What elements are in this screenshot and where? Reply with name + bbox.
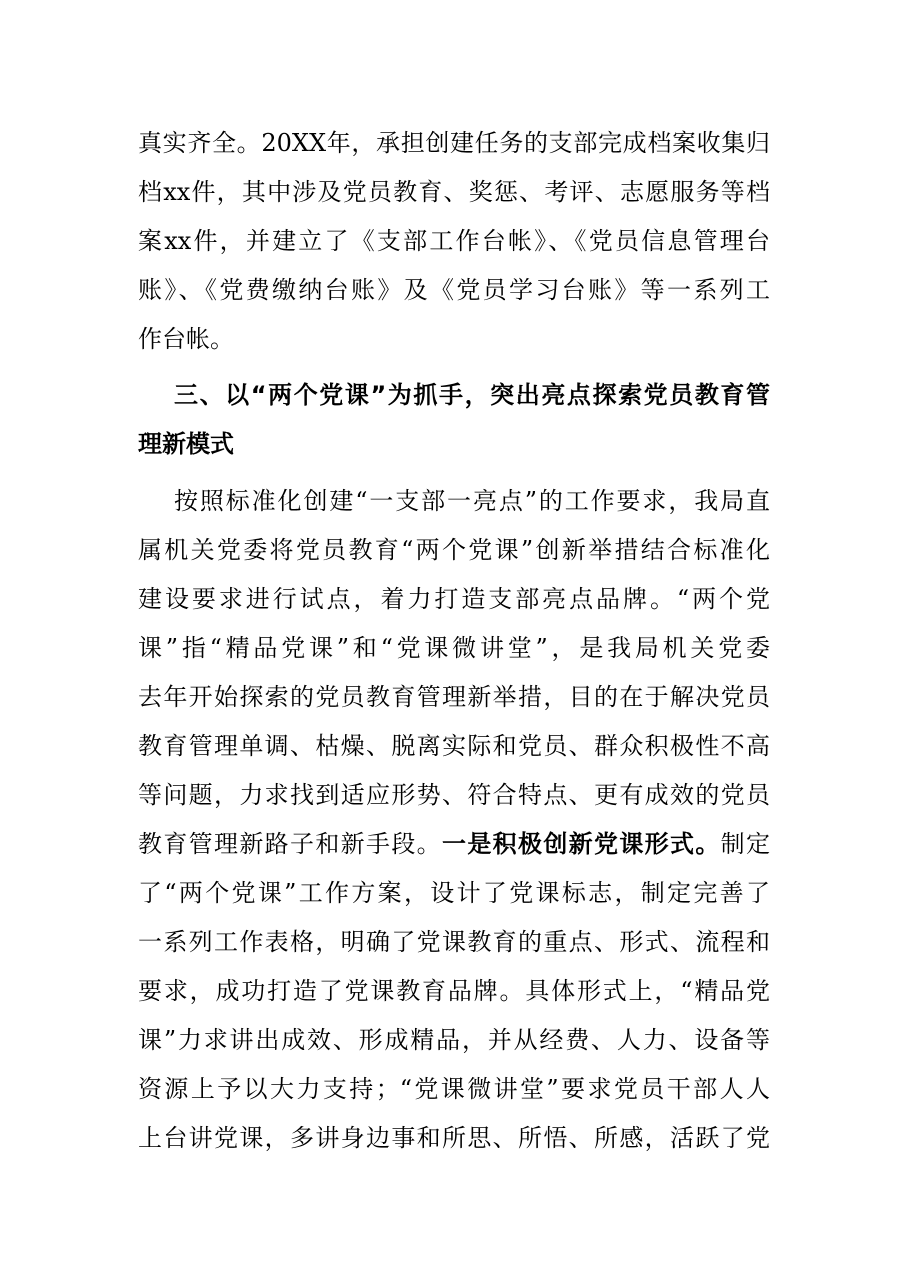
text-line: 档xx件，其中涉及党员教育、奖惩、考评、志愿服务等档 [138, 178, 770, 206]
text-line: 按照标准化创建“一支部一亮点”的工作要求，我局直 [174, 487, 770, 515]
heading-line: 三、以“两个党课”为抓手，突出亮点探索党员教育管 [174, 381, 770, 409]
heading-line: 理新模式 [138, 430, 234, 458]
text-line: 一系列工作表格，明确了党课教育的重点、形式、流程和 [138, 928, 770, 956]
text-segment: 制定 [720, 830, 771, 858]
text-line: 建设要求进行试点，着力打造支部亮点品牌。“两个党 [138, 585, 770, 613]
text-line: 等问题，力求找到适应形势、符合特点、更有成效的党员 [138, 781, 770, 809]
text-line: 课”指“精品党课”和“党课微讲堂”，是我局机关党委 [138, 634, 770, 662]
text-line: 属机关党委将党员教育“两个党课”创新举措结合标准化 [138, 536, 770, 564]
text-line: 了“两个党课”工作方案，设计了党课标志，制定完善了 [138, 879, 770, 907]
text-line: 去年开始探索的党员教育管理新举措，目的在于解决党员 [138, 683, 770, 711]
text-line: 真实齐全。20XX年，承担创建任务的支部完成档案收集归 [138, 129, 770, 157]
text-line: 作台帐。 [138, 325, 234, 353]
text-line: 课”力求讲出成效、形成精品，并从经费、人力、设备等 [138, 1026, 770, 1054]
text-line-mixed [138, 824, 770, 864]
text-line: 账》、《党费缴纳台账》及《党员学习台账》等一系列工 [138, 276, 770, 304]
text-line: 要求，成功打造了党课教育品牌。具体形式上，“精品党 [138, 977, 770, 1005]
bold-emphasis: 一是积极创新党课形式。 [442, 830, 721, 858]
text-line: 资源上予以大力支持；“党课微讲堂”要求党员干部人人 [138, 1075, 770, 1103]
text-line: 案xx件，并建立了《支部工作台帐》、《党员信息管理台 [138, 227, 770, 255]
text-segment: 教育管理新路子和新手段。 [138, 830, 442, 858]
text-line: 上台讲党课，多讲身边事和所思、所悟、所感，活跃了党 [138, 1124, 770, 1152]
text-line: 教育管理单调、枯燥、脱离实际和党员、群众积极性不高 [138, 732, 770, 760]
